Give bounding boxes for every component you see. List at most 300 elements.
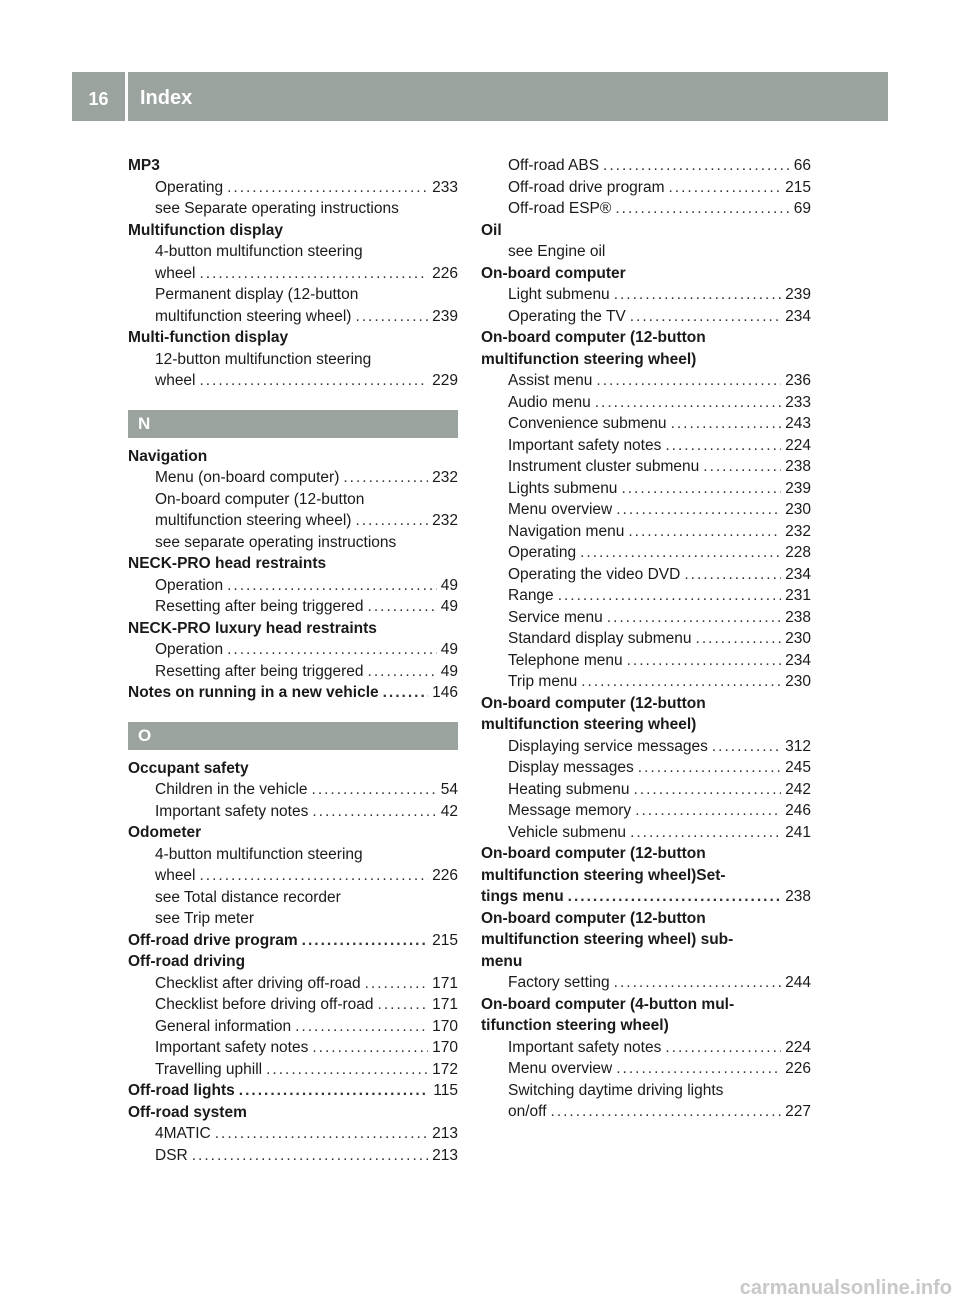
entry-text: Message memory — [508, 802, 632, 819]
entry-text: On-board computer (4-button mul- — [481, 995, 735, 1013]
entry-text: Operating the TV — [508, 307, 626, 325]
entry-text: Multifunction display — [128, 221, 283, 239]
index-subentry[interactable] — [481, 413, 811, 435]
entry-text: wheel — [155, 867, 196, 884]
entry-text: Heating submenu — [508, 780, 630, 798]
dot-leader — [630, 822, 781, 844]
index-subentry[interactable] — [481, 1101, 811, 1123]
index-subentry[interactable] — [481, 1058, 811, 1080]
index-subentry — [128, 908, 458, 930]
entry-text: MP3 — [128, 157, 160, 174]
index-subentry[interactable] — [481, 435, 811, 457]
entry-page-number: 215 — [432, 931, 458, 949]
index-subentry[interactable] — [481, 671, 811, 693]
dot-leader — [696, 628, 782, 650]
index-subentry[interactable] — [481, 478, 811, 500]
entry-page-number: 232 — [432, 512, 458, 529]
entry-text: Off-road ABS — [508, 157, 600, 174]
entry-text: Checklist before driving off-road — [155, 996, 374, 1013]
entry-page-number: 230 — [785, 673, 811, 690]
dot-leader — [227, 575, 437, 597]
entry-page-number: 231 — [785, 587, 811, 604]
dot-leader — [710, 908, 807, 930]
dot-leader — [266, 1059, 428, 1081]
index-entry — [481, 263, 811, 285]
entry-page-number: 69 — [793, 200, 811, 217]
entry-text: multifunction steering wheel)Set- — [481, 866, 726, 884]
entry-page-number: 234 — [785, 651, 811, 669]
dot-leader — [365, 973, 429, 995]
index-subentry — [128, 198, 458, 220]
entry-page-number: 224 — [785, 436, 811, 454]
entry-page-number: 246 — [785, 802, 811, 819]
entry-text: Instrument cluster submenu — [508, 458, 700, 475]
entry-page-number: 234 — [785, 565, 811, 583]
dot-leader — [596, 370, 781, 392]
entry-page-number: 242 — [785, 780, 811, 798]
entry-page-number: 226 — [432, 867, 458, 884]
entry-text: 4-button multifunction steering — [155, 845, 363, 863]
index-entry — [128, 618, 458, 640]
index-entry — [481, 929, 811, 951]
index-entry — [128, 553, 458, 575]
index-subentry[interactable] — [481, 757, 811, 779]
entry-text: on/off — [508, 1103, 547, 1120]
page-number: 16 — [88, 89, 109, 109]
dot-leader — [164, 155, 454, 177]
index-subentry[interactable] — [481, 822, 811, 844]
entry-text: Lights submenu — [508, 479, 618, 497]
dot-leader — [712, 736, 781, 758]
dot-leader — [616, 499, 781, 521]
dot-leader — [227, 177, 428, 199]
entry-text: On-board computer (12-button — [481, 329, 706, 346]
section-header: O — [128, 722, 458, 750]
dot-leader — [627, 650, 782, 672]
dot-leader — [506, 220, 807, 242]
entry-text: Operation — [155, 576, 224, 594]
dot-leader — [403, 198, 454, 220]
entry-text: Occupant safety — [128, 759, 249, 777]
entry-page-number: 238 — [785, 888, 811, 905]
entry-page-number: 239 — [785, 286, 811, 303]
entry-page-number: 226 — [785, 1060, 811, 1077]
index-subentry[interactable] — [128, 575, 458, 597]
index-subentry[interactable] — [128, 263, 458, 285]
index-column-left — [128, 155, 458, 1166]
entry-text: Checklist after driving off-road — [155, 974, 361, 992]
entry-text: Service menu — [508, 608, 603, 626]
entry-page-number: 224 — [785, 1038, 811, 1056]
index-subentry[interactable] — [481, 800, 811, 822]
dot-leader — [312, 779, 437, 801]
index-subentry — [128, 349, 458, 371]
entry-text: multifunction steering wheel) — [155, 307, 352, 325]
entry-text: multifunction steering wheel) — [481, 716, 697, 733]
entry-text: Notes on running in a new vehicle — [128, 684, 379, 701]
dot-leader — [568, 886, 781, 908]
entry-page-number: 213 — [432, 1146, 458, 1164]
entry-text: Factory setting — [508, 974, 610, 991]
dot-leader — [367, 844, 454, 866]
dot-leader — [205, 822, 454, 844]
dot-leader — [368, 596, 437, 618]
entry-text: Display messages — [508, 759, 634, 776]
dot-leader — [227, 639, 437, 661]
entry-page-number: 49 — [440, 641, 458, 658]
entry-text: On-board computer (12-button — [481, 694, 706, 712]
entry-page-number: 226 — [432, 264, 458, 282]
index-entry[interactable] — [481, 886, 811, 908]
entry-text: Menu overview — [508, 501, 613, 518]
dot-leader — [551, 1101, 782, 1123]
entry-page-number: 227 — [785, 1103, 811, 1120]
index-entry — [481, 865, 811, 887]
entry-text: Important safety notes — [508, 436, 662, 454]
dot-leader — [634, 779, 782, 801]
entry-text: Off-road driving — [128, 953, 246, 970]
dot-leader — [635, 800, 781, 822]
index-subentry[interactable] — [128, 1016, 458, 1038]
entry-text: Children in the vehicle — [155, 781, 308, 798]
entry-text: tifunction steering wheel) — [481, 1017, 669, 1034]
entry-page-number: 215 — [785, 178, 811, 196]
entry-text: Convenience submenu — [508, 415, 667, 432]
index-subentry[interactable] — [481, 628, 811, 650]
entry-text: Operating — [508, 544, 577, 561]
dot-leader — [302, 930, 428, 952]
dot-leader — [215, 1123, 428, 1145]
dot-leader — [638, 757, 781, 779]
index-subentry[interactable] — [481, 155, 811, 177]
dot-leader — [700, 714, 807, 736]
dot-leader — [730, 865, 807, 887]
entry-page-number: 241 — [785, 823, 811, 841]
index-subentry[interactable] — [481, 456, 811, 478]
entry-text: Off-road ESP® — [508, 200, 612, 217]
entry-page-number: 232 — [432, 469, 458, 486]
entry-text: On-board computer (12-button — [481, 909, 706, 927]
index-subentry[interactable] — [481, 650, 811, 672]
index-entry[interactable] — [128, 930, 458, 952]
entry-page-number: 42 — [440, 802, 458, 820]
entry-page-number: 243 — [785, 415, 811, 432]
dot-leader — [368, 489, 454, 511]
entry-text: Telephone menu — [508, 651, 623, 669]
index-subentry[interactable] — [128, 1145, 458, 1167]
index-subentry[interactable] — [481, 779, 811, 801]
dot-leader — [378, 994, 429, 1016]
index-entry — [481, 951, 811, 973]
entry-text: Vehicle submenu — [508, 823, 627, 841]
entry-text: Oil — [481, 221, 502, 239]
index-entry — [128, 155, 458, 177]
entry-text: Light submenu — [508, 286, 610, 303]
entry-page-number: 236 — [785, 372, 811, 389]
index-subentry — [128, 489, 458, 511]
dot-leader — [211, 446, 454, 468]
index-subentry[interactable] — [481, 542, 811, 564]
index-entry[interactable] — [128, 682, 458, 704]
index-subentry[interactable] — [481, 392, 811, 414]
entry-page-number: 244 — [785, 974, 811, 991]
entry-text: multifunction steering wheel) sub- — [481, 931, 734, 948]
index-subentry[interactable] — [481, 499, 811, 521]
dot-leader — [700, 349, 807, 371]
dot-leader — [383, 682, 429, 704]
index-entry — [481, 1015, 811, 1037]
dot-leader — [200, 865, 429, 887]
dot-leader — [710, 843, 807, 865]
entry-text: tings menu — [481, 888, 564, 905]
index-subentry[interactable] — [128, 639, 458, 661]
index-subentry — [128, 241, 458, 263]
index-subentry — [128, 284, 458, 306]
entry-text: Off-road drive program — [128, 931, 298, 949]
entry-text: Resetting after being triggered — [155, 662, 364, 680]
index-subentry[interactable] — [128, 779, 458, 801]
dot-leader — [616, 1058, 781, 1080]
dot-leader — [367, 241, 454, 263]
entry-page-number: 233 — [432, 178, 458, 196]
index-entry — [481, 843, 811, 865]
entry-text: 4-button multifunction steering — [155, 243, 363, 260]
index-subentry[interactable] — [481, 370, 811, 392]
dot-leader — [580, 542, 781, 564]
index-subentry — [481, 1080, 811, 1102]
entry-text: see separate operating instructions — [155, 533, 397, 551]
entry-text: wheel — [155, 372, 196, 389]
index-entry — [128, 758, 458, 780]
index-subentry[interactable] — [128, 994, 458, 1016]
index-subentry — [128, 844, 458, 866]
dot-leader — [621, 478, 781, 500]
entry-page-number: 239 — [432, 307, 458, 325]
dot-leader — [703, 456, 781, 478]
index-entry[interactable] — [128, 1080, 458, 1102]
index-entry — [481, 349, 811, 371]
entry-page-number: 230 — [785, 630, 811, 647]
entry-text: Odometer — [128, 824, 202, 841]
dot-leader — [287, 220, 454, 242]
entry-text: Important safety notes — [508, 1038, 662, 1056]
dot-leader — [630, 263, 807, 285]
entry-text: Important safety notes — [155, 802, 309, 820]
entry-page-number: 238 — [785, 608, 811, 626]
index-subentry[interactable] — [128, 865, 458, 887]
entry-text: Travelling uphill — [155, 1060, 263, 1078]
index-subentry[interactable] — [128, 510, 458, 532]
dot-leader — [375, 349, 454, 371]
index-subentry[interactable] — [481, 198, 811, 220]
entry-page-number: 230 — [785, 501, 811, 518]
entry-text: Audio menu — [508, 393, 591, 411]
index-subentry[interactable] — [481, 736, 811, 758]
entry-text: NECK-PRO head restraints — [128, 555, 327, 572]
dot-leader — [355, 510, 428, 532]
entry-text: multifunction steering wheel) — [481, 350, 697, 368]
entry-text: see Engine oil — [508, 243, 606, 260]
index-subentry — [481, 241, 811, 263]
dot-leader — [400, 532, 454, 554]
entry-text: Operating the video DVD — [508, 565, 681, 583]
entry-text: Trip menu — [508, 673, 578, 690]
dot-leader — [253, 758, 454, 780]
entry-text: Permanent display (12-button — [155, 286, 359, 303]
dot-leader — [595, 392, 781, 414]
dot-leader — [343, 467, 428, 489]
dot-leader — [710, 327, 807, 349]
index-entry — [128, 446, 458, 468]
entry-text: wheel — [155, 264, 196, 282]
dot-leader — [603, 155, 790, 177]
dot-leader — [684, 564, 781, 586]
entry-page-number: 66 — [793, 157, 811, 174]
dot-leader — [615, 198, 789, 220]
entry-page-number: 171 — [432, 974, 458, 992]
dot-leader — [526, 951, 807, 973]
entry-text: NECK-PRO luxury head restraints — [128, 619, 377, 637]
page-header — [72, 72, 888, 121]
entry-text: Menu (on-board computer) — [155, 469, 340, 486]
index-subentry[interactable] — [128, 370, 458, 392]
index-subentry[interactable] — [128, 596, 458, 618]
dot-leader — [239, 1080, 430, 1102]
dot-leader — [558, 585, 781, 607]
dot-leader — [665, 1037, 781, 1059]
entry-page-number: 245 — [785, 759, 811, 776]
index-subentry[interactable] — [128, 661, 458, 683]
index-subentry[interactable] — [128, 177, 458, 199]
dot-leader — [355, 306, 428, 328]
entry-page-number: 228 — [785, 544, 811, 561]
entry-page-number: 232 — [785, 522, 811, 540]
index-subentry[interactable] — [128, 1037, 458, 1059]
index-subentry[interactable] — [481, 585, 811, 607]
entry-text: see Separate operating instructions — [155, 200, 399, 217]
index-subentry[interactable] — [481, 564, 811, 586]
entry-text: Navigation — [128, 447, 208, 465]
dot-leader — [251, 1102, 454, 1124]
dot-leader — [200, 370, 429, 392]
entry-text: Off-road lights — [128, 1082, 235, 1099]
dot-leader — [710, 693, 807, 715]
section-header: N — [128, 410, 458, 438]
dot-leader — [609, 241, 807, 263]
index-entry — [128, 327, 458, 349]
index-entry — [481, 327, 811, 349]
index-subentry[interactable] — [481, 1037, 811, 1059]
index-subentry[interactable] — [128, 467, 458, 489]
dot-leader — [738, 994, 807, 1016]
entry-text: Assist menu — [508, 372, 593, 389]
entry-text: On-board computer (12-button — [481, 845, 706, 862]
entry-text: General information — [155, 1017, 292, 1035]
index-entry — [481, 693, 811, 715]
entry-text: Resetting after being triggered — [155, 598, 364, 615]
index-subentry[interactable] — [481, 284, 811, 306]
dot-leader — [614, 972, 781, 994]
dot-leader — [581, 671, 781, 693]
entry-text: Off-road drive program — [508, 178, 665, 196]
index-entry — [128, 220, 458, 242]
dot-leader — [330, 553, 454, 575]
entry-text: Off-road system — [128, 1103, 247, 1121]
index-subentry[interactable] — [481, 972, 811, 994]
page-title: Index — [140, 87, 193, 109]
index-subentry[interactable] — [128, 973, 458, 995]
entry-page-number: 49 — [440, 662, 458, 680]
dot-leader — [614, 284, 781, 306]
entry-page-number: 171 — [432, 996, 458, 1013]
dot-leader — [258, 908, 454, 930]
entry-page-number: 49 — [440, 576, 458, 594]
index-entry — [481, 908, 811, 930]
dot-leader — [295, 1016, 428, 1038]
index-subentry[interactable] — [128, 306, 458, 328]
index-subentry[interactable] — [128, 1123, 458, 1145]
index-subentry[interactable] — [481, 521, 811, 543]
entry-text: see Trip meter — [155, 910, 255, 927]
dot-leader — [345, 887, 454, 909]
index-entry — [481, 220, 811, 242]
watermark: carmanualsonline.info — [739, 1277, 952, 1299]
dot-leader — [665, 435, 781, 457]
dot-leader — [673, 1015, 807, 1037]
dot-leader — [292, 327, 454, 349]
entry-text: see Total distance recorder — [155, 888, 341, 906]
index-column-right — [481, 155, 811, 1123]
entry-text: On-board computer (12-button — [155, 490, 365, 508]
entry-page-number: 115 — [433, 1082, 458, 1099]
entry-text: Standard display submenu — [508, 630, 692, 647]
index-subentry — [128, 532, 458, 554]
entry-page-number: 54 — [440, 781, 458, 798]
entry-page-number: 170 — [432, 1039, 458, 1056]
header-divider — [125, 72, 128, 121]
entry-text: Important safety notes — [155, 1039, 309, 1056]
index-entry — [128, 951, 458, 973]
dot-leader — [192, 1145, 428, 1167]
dot-leader — [607, 607, 781, 629]
entry-page-number: 229 — [432, 372, 458, 389]
entry-text: Operating — [155, 178, 224, 196]
index-entry — [481, 994, 811, 1016]
entry-page-number: 234 — [785, 307, 811, 325]
dot-leader — [630, 306, 781, 328]
dot-leader — [312, 801, 436, 823]
index-subentry[interactable] — [481, 607, 811, 629]
index-entry — [128, 822, 458, 844]
entry-text: 4MATIC — [155, 1125, 211, 1142]
entry-text: Range — [508, 587, 554, 604]
entry-page-number: 170 — [432, 1017, 458, 1035]
index-subentry[interactable] — [481, 177, 811, 199]
entry-text: Displaying service messages — [508, 737, 708, 755]
entry-text: Navigation menu — [508, 522, 625, 540]
dot-leader — [312, 1037, 428, 1059]
index-subentry[interactable] — [481, 306, 811, 328]
entry-text: On-board computer — [481, 264, 626, 282]
entry-page-number: 146 — [432, 684, 458, 701]
entry-text: Menu overview — [508, 1060, 613, 1077]
entry-page-number: 172 — [432, 1060, 458, 1078]
index-subentry[interactable] — [128, 1059, 458, 1081]
entry-page-number: 233 — [785, 393, 811, 411]
dot-leader — [737, 929, 807, 951]
dot-leader — [368, 661, 437, 683]
index-subentry[interactable] — [128, 801, 458, 823]
